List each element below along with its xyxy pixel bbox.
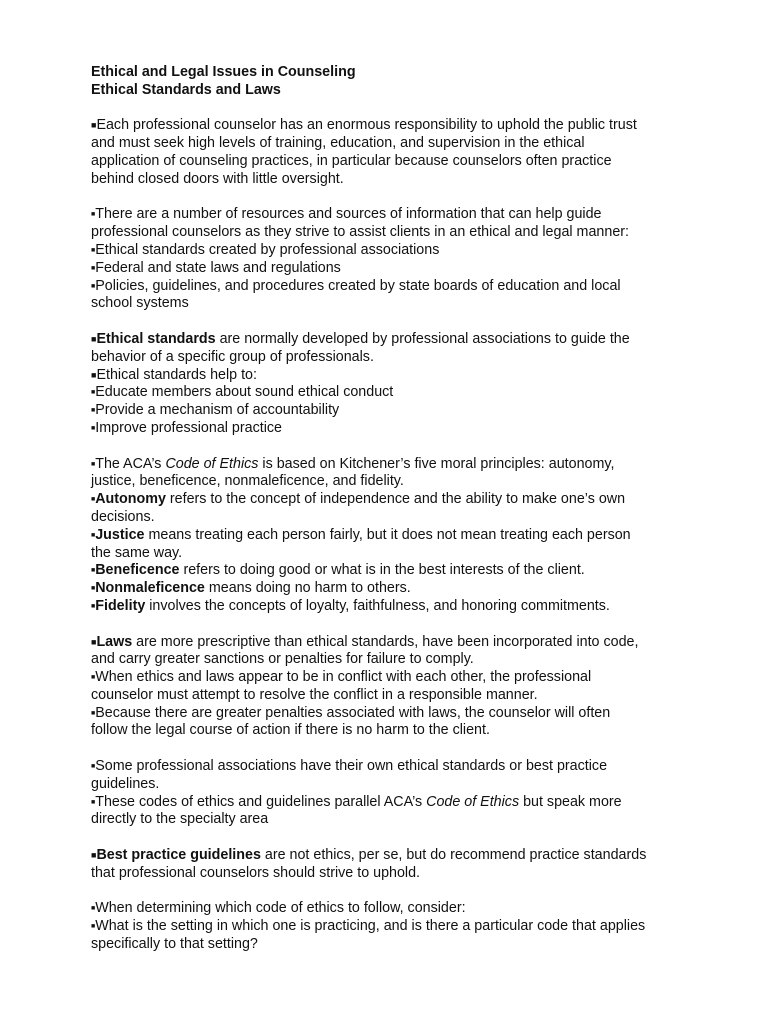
text-line: justice, beneficence, nonmaleficence, and fidelity. bbox=[91, 473, 404, 490]
bullet-icon: ■ bbox=[91, 636, 97, 647]
list-item: ■Educate members about sound ethical conduct bbox=[91, 384, 394, 401]
term-nonmaleficence: Nonmaleficence bbox=[95, 580, 205, 597]
document-subtitle: Ethical Standards and Laws bbox=[91, 81, 281, 98]
paragraph-moral-principles: ■The ACA’s Code of Ethics is based on Kitchener’s five moral principles: autonomy, justice, beneficence, nonmaleficence, and fidelity. ■Autonomy refers to the concept of independence and the ability to make one’s own decisions. ■Justice means treating each person fairly, but it does not mean treating each person the same way. ■Beneficence refers to doing good or what is in the best interests of the client. ■Nonmaleficence means doing no harm to others. ■Fidelity involves the concepts of loyalty, faithfulness, and honoring commitments. bbox=[91, 456, 728, 616]
list-item: ■Policies, guidelines, and procedures created by state boards of education and local bbox=[91, 277, 621, 294]
bullet-icon: ■ bbox=[91, 905, 96, 913]
bullet-icon: ■ bbox=[91, 567, 96, 575]
bullet-icon: ■ bbox=[91, 246, 96, 254]
bullet-icon: ■ bbox=[91, 333, 97, 344]
text-line: Because there are greater penalties associated with laws, the counselor will often bbox=[95, 704, 611, 721]
paragraph-laws: ■Laws are more prescriptive than ethical standards, have been incorporated into code, and carry greater sanctions or penalties for failure to comply. ■When ethics and laws appear to be in conflict with each other, the professional counselor must attempt to resolve the conflict in a responsible manner. ■Because there are greater penalties associated with laws, the counselor will often follow the legal course of action if there is no harm to the client. bbox=[91, 634, 728, 741]
paragraph-determining-code bbox=[91, 900, 728, 953]
bullet-icon: ■ bbox=[91, 798, 96, 806]
bullet-icon: ■ bbox=[91, 585, 96, 593]
text-line: directly to the specialty area bbox=[91, 811, 269, 828]
code-of-ethics-title: Code of Ethics bbox=[426, 793, 520, 810]
bullet-icon: ■ bbox=[91, 531, 96, 539]
bullet-icon: ■ bbox=[91, 264, 96, 272]
paragraph-best-practice: ■Best practice guidelines are not ethics, per se, but do recommend practice standards that professional counselors should strive to uphold. bbox=[91, 847, 728, 883]
list-item: ■Improve professional practice bbox=[91, 419, 282, 436]
term-autonomy: Autonomy bbox=[95, 491, 166, 508]
bullet-icon: ■ bbox=[91, 763, 96, 771]
bullet-icon: ■ bbox=[91, 424, 96, 432]
text-line: specifically to that setting? bbox=[91, 936, 258, 953]
text-line: Ethical standards help to: bbox=[96, 366, 257, 383]
text-line: and must seek high levels of training, education, and supervision in the ethical bbox=[91, 135, 585, 152]
bullet-icon: ■ bbox=[91, 923, 96, 931]
text-line: the same way. bbox=[91, 544, 183, 561]
list-item: ■Federal and state laws and regulations bbox=[91, 259, 341, 276]
bullet-icon: ■ bbox=[91, 120, 97, 131]
bullet-icon: ■ bbox=[91, 602, 96, 610]
bullet-icon: ■ bbox=[91, 369, 97, 380]
text-line: When determining which code of ethics to follow, consider: bbox=[95, 900, 466, 917]
text-line: When ethics and laws appear to be in conflict with each other, the professional bbox=[95, 669, 592, 686]
list-item: ■Ethical standards created by professional associations bbox=[91, 241, 440, 258]
bullet-icon: ■ bbox=[91, 709, 96, 717]
text-line: that professional counselors should strive to uphold. bbox=[91, 864, 421, 881]
text-line: and carry greater sanctions or penalties for failure to comply. bbox=[91, 651, 474, 668]
text-line: counselor must attempt to resolve the conflict in a responsible manner. bbox=[91, 686, 538, 703]
bullet-icon: ■ bbox=[91, 460, 96, 468]
term-ethical-standards: Ethical standards bbox=[96, 330, 216, 347]
bullet-icon: ■ bbox=[91, 850, 97, 861]
document-title: Ethical and Legal Issues in Counseling bbox=[91, 64, 356, 80]
bullet-icon: ■ bbox=[91, 389, 96, 397]
paragraph-responsibility bbox=[91, 117, 728, 188]
list-item: ■Provide a mechanism of accountability bbox=[91, 402, 340, 419]
text-line: Each professional counselor has an enormous responsibility to uphold the public trust bbox=[96, 117, 637, 134]
term-laws: Laws bbox=[96, 633, 133, 650]
text-line: application of counseling practices, in particular because counselors often practice bbox=[91, 152, 612, 169]
text-line: behavior of a specific group of professionals. bbox=[91, 348, 374, 365]
paragraph-associations: ■Some professional associations have their own ethical standards or best practice guidelines. ■These codes of ethics and guidelines parallel ACA’s Code of Ethics but speak more directly to the specialty area bbox=[91, 758, 728, 829]
text-line: There are a number of resources and sources of information that can help guide bbox=[95, 206, 602, 223]
text-line: Some professional associations have their own ethical standards or best practice bbox=[95, 758, 608, 775]
bullet-icon: ■ bbox=[91, 407, 96, 415]
term-justice: Justice bbox=[95, 526, 145, 543]
text-line: professional counselors as they strive to assist clients in an ethical and legal manner: bbox=[91, 224, 630, 241]
text-line: behind closed doors with little oversight. bbox=[91, 170, 344, 187]
text-line: school systems bbox=[91, 295, 189, 312]
bullet-icon: ■ bbox=[91, 211, 96, 219]
bullet-icon: ■ bbox=[91, 496, 96, 504]
bullet-icon: ■ bbox=[91, 282, 96, 290]
text-line: guidelines. bbox=[91, 775, 160, 792]
term-best-practice-guidelines: Best practice guidelines bbox=[96, 847, 261, 864]
term-fidelity: Fidelity bbox=[95, 597, 146, 614]
paragraph-resources bbox=[91, 206, 728, 313]
paragraph-ethical-standards: ■Ethical standards are normally developed by professional associations to guide the behavior of a specific group of professionals. ■Ethical standards help to: ■Educate members about sound ethical conduct ■Provide a mechanism of accountability ■Improve professional practice bbox=[91, 331, 728, 438]
text-line: What is the setting in which one is practicing, and is there a particular code that applies bbox=[95, 918, 646, 935]
term-beneficence: Beneficence bbox=[95, 562, 180, 579]
text-line: follow the legal course of action if there is no harm to the client. bbox=[91, 722, 490, 739]
code-of-ethics-title: Code of Ethics bbox=[165, 455, 259, 472]
text-line: decisions. bbox=[91, 508, 155, 525]
bullet-icon: ■ bbox=[91, 674, 96, 682]
